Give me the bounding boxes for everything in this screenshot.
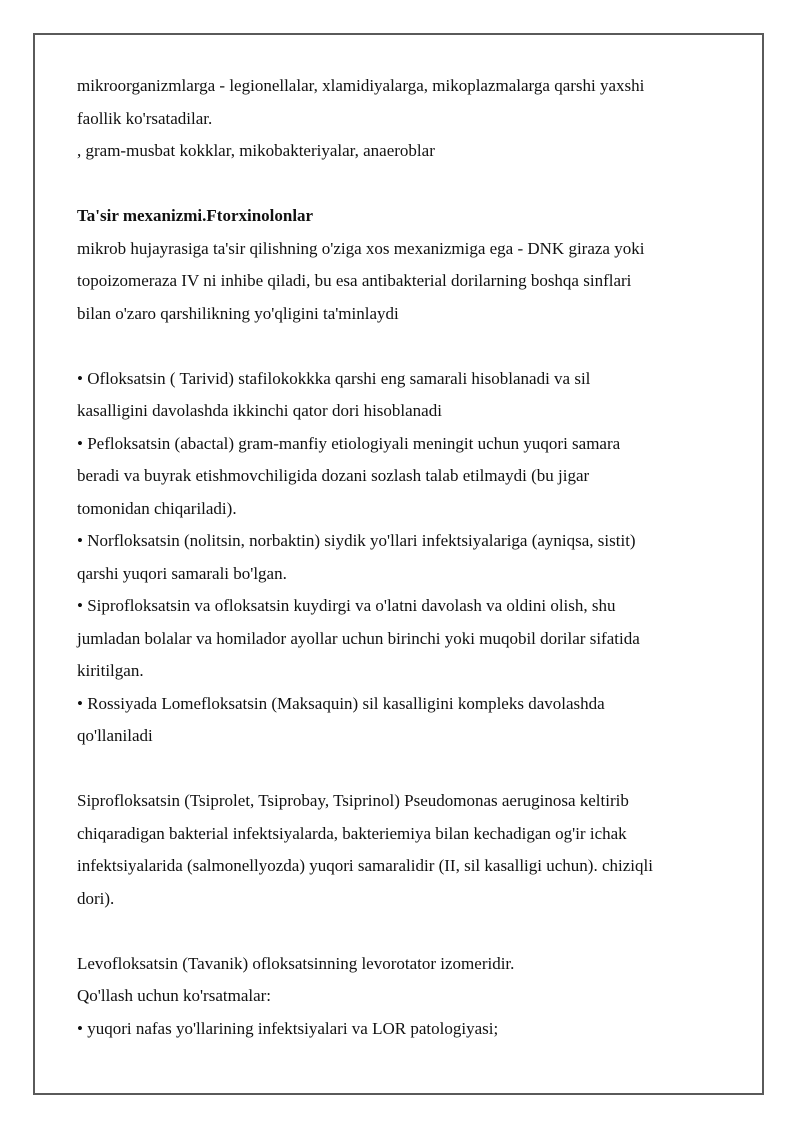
list-item-continuation: beradi va buyrak etishmovchiligida dozani sozlash talab etilmaydi (bu jigar	[77, 466, 590, 485]
mechanism-section	[77, 200, 737, 330]
text-line: mikroorganizmlarga - legionellalar, xlamidiyalarga, mikoplazmalarga qarshi yaxshi	[77, 76, 645, 95]
paragraph-gap	[77, 753, 737, 786]
document-body	[77, 70, 737, 1045]
text-line: topoizomeraza IV ni inhibe qiladi, bu esa antibakterial dorilarning boshqa sinflari	[77, 271, 632, 290]
cipro-paragraph	[77, 785, 737, 915]
bullet-list	[77, 363, 737, 753]
paragraph-gap	[77, 330, 737, 363]
levo-paragraph	[77, 948, 737, 1046]
list-item-continuation: tomonidan chiqariladi).	[77, 498, 237, 518]
list-item-continuation: qo'llaniladi	[77, 726, 153, 745]
intro-paragraph	[77, 70, 737, 168]
text-line: faollik ko'rsatadilar.	[77, 108, 213, 128]
text-line: bilan o'zaro qarshilikning yo'qligini ta'minlaydi	[77, 303, 399, 323]
list-item-continuation: kiritilgan.	[77, 661, 144, 680]
list-item: • Pefloksatsin (abactal) gram-manfiy etiologiyali meningit uchun yuqori samara	[77, 433, 621, 453]
text-line: Qo'llash uchun ko'rsatmalar:	[77, 986, 272, 1005]
list-item: • Rossiyada Lomefloksatsin (Maksaquin) sil kasalligini kompleks davolashda	[77, 693, 605, 713]
text-line: dori).	[77, 888, 115, 908]
text-line: Levofloksatsin (Tavanik) ofloksatsinning levorotator izomeridir.	[77, 953, 515, 973]
section-heading: Ta'sir mexanizmi.Ftorxinolonlar	[77, 206, 314, 225]
list-item-continuation: kasalligini davolashda ikkinchi qator dori hisoblanadi	[77, 401, 442, 420]
list-item: • Norfloksatsin (nolitsin, norbaktin) siydik yo'llari infektsiyalariga (ayniqsa, sistit)	[77, 531, 636, 550]
paragraph-gap	[77, 168, 737, 201]
text-line: infektsiyalarida (salmonellyozda) yuqori samaralidir (II, sil kasalligi uchun). chiziqli	[77, 856, 653, 875]
text-line: , gram-musbat kokklar, mikobakteriyalar, anaeroblar	[77, 141, 435, 160]
paragraph-gap	[77, 915, 737, 948]
list-item: • yuqori nafas yo'llarining infektsiyalari va LOR patologiyasi;	[77, 1018, 499, 1038]
text-line: chiqaradigan bakterial infektsiyalarda, bakteriemiya bilan kechadigan og'ir ichak	[77, 823, 627, 843]
list-item-continuation: jumladan bolalar va homilador ayollar uchun birinchi yoki muqobil dorilar sifatida	[77, 628, 640, 648]
text-line: Siprofloksatsin (Tsiprolet, Tsiprobay, Tsiprinol) Pseudomonas aeruginosa keltirib	[77, 791, 629, 810]
list-item-continuation: qarshi yuqori samarali bo'lgan.	[77, 563, 287, 583]
list-item: • Siprofloksatsin va ofloksatsin kuydirgi va o'latni davolash va oldini olish, shu	[77, 596, 616, 615]
list-item: • Ofloksatsin ( Tarivid) stafilokokkka qarshi eng samarali hisoblanadi va sil	[77, 368, 591, 388]
text-line: mikrob hujayrasiga ta'sir qilishning o'ziga xos mexanizmiga ega - DNK giraza yoki	[77, 238, 645, 258]
